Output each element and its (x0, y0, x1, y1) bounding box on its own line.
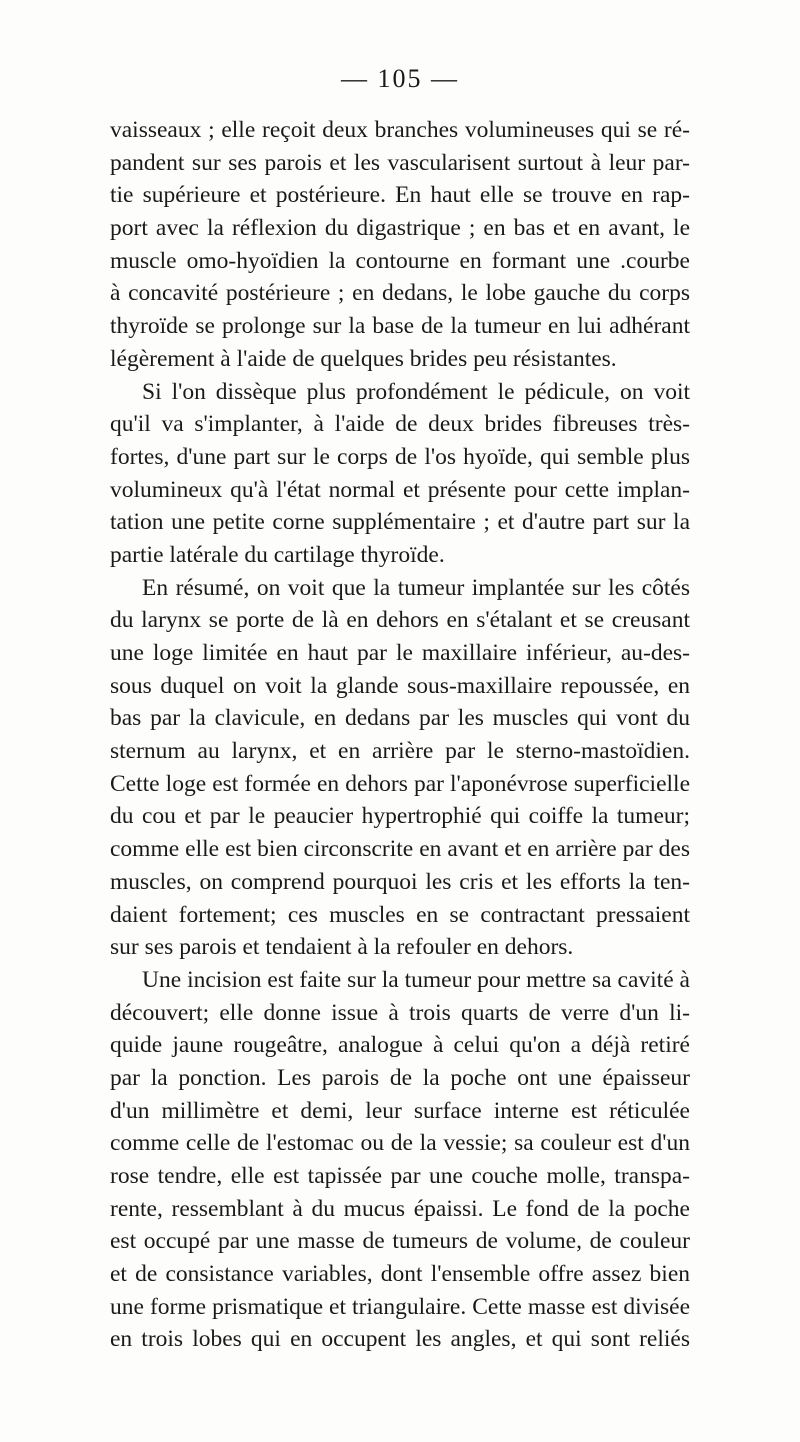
body-text (110, 114, 690, 1356)
text-line: vaisseaux ; elle reçoit deux branches volumineuses qui se ré- (110, 117, 690, 143)
text-line: sur ses parois et tendaient à la refouler en dehors. (110, 934, 574, 961)
text-line: comme celle de l'estomac ou de la vessie; sa couleur est d'un (110, 1130, 690, 1157)
text-line: par la ponction. Les parois de la poche ont une épaisseur (110, 1064, 690, 1091)
text-line: En résumé, on voit que la tumeur implantée sur les côtés (142, 574, 690, 601)
text-line: et de consistance variables, dont l'ensemble offre assez bien (110, 1261, 690, 1288)
text-line: Cette loge est formée en dehors par l'aponévrose superficielle (110, 770, 690, 797)
text-line: du larynx se porte de là en dehors en s'étalant et se creusant (110, 607, 690, 634)
text-line: en trois lobes qui en occupent les angles, et qui sont reliés (110, 1326, 690, 1353)
text-line: rente, ressemblant à du mucus épaissi. Le fond de la poche (110, 1195, 690, 1222)
text-line: une forme prismatique et triangulaire. Cette masse est divisée (110, 1293, 690, 1320)
text-line: daient fortement; ces muscles en se contractant pressaient (110, 901, 690, 928)
text-line: sous duquel on voit la glande sous-maxillaire repoussée, en (110, 672, 690, 699)
text-line: pandent sur ses parois et les vascularisent surtout à leur par- (110, 149, 690, 176)
text-line: quide jaune rougeâtre, analogue à celui qu'on a déjà retiré (110, 1032, 690, 1059)
text-line: d'un millimètre et demi, leur surface interne est réticulée (110, 1097, 690, 1124)
text-line: à concavité postérieure ; en dedans, le lobe gauche du corps (110, 280, 690, 307)
text-line: qu'il va s'implanter, à l'aide de deux brides fibreuses très- (110, 411, 690, 438)
text-line: tie supérieure et postérieure. En haut elle se trouve en rap- (110, 182, 690, 209)
text-line: découvert; elle donne issue à trois quarts de verre d'un li- (110, 999, 690, 1026)
text-line: est occupé par une masse de tumeurs de volume, de couleur (110, 1228, 690, 1255)
text-line: légèrement à l'aide de quelques brides peu résistantes. (110, 345, 617, 372)
text-line: tation une petite corne supplémentaire ; et d'autre part sur la (110, 509, 690, 536)
text-line: port avec la réflexion du digastrique ; en bas et en avant, le (110, 215, 690, 242)
text-line: muscle omo-hyoïdien la contourne en formant une .courbe (110, 247, 690, 274)
text-line: thyroïde se prolonge sur la base de la tumeur en lui adhérant (110, 313, 690, 340)
text-line: Une incision est faite sur la tumeur pour mettre sa cavité à (142, 966, 690, 993)
text-line: Si l'on dissèque plus profondément le pédicule, on voit (142, 378, 690, 405)
text-line: comme elle est bien circonscrite en avant et en arrière par des (110, 836, 690, 863)
text-line: rose tendre, elle est tapissée par une couche molle, transpa- (110, 1163, 690, 1189)
text-line: volumineux qu'à l'état normal et présente pour cette implan- (110, 476, 690, 503)
text-line: du cou et par le peaucier hypertrophié qui coiffe la tumeur; (110, 803, 690, 830)
text-line: bas par la clavicule, en dedans par les muscles qui vont du (110, 705, 690, 732)
text-line: une loge limitée en haut par le maxillaire inférieur, au-des- (110, 640, 690, 666)
text-line: fortes, d'une part sur le corps de l'os hyoïde, qui semble plus (110, 443, 690, 470)
text-line: sternum au larynx, et en arrière par le sterno-mastoïdien. (110, 738, 690, 765)
page-number: — 105 — (341, 64, 459, 93)
text-line: partie latérale du cartilage thyroïde. (110, 541, 445, 568)
text-line: muscles, on comprend pourquoi les cris et les efforts la ten- (110, 868, 690, 895)
